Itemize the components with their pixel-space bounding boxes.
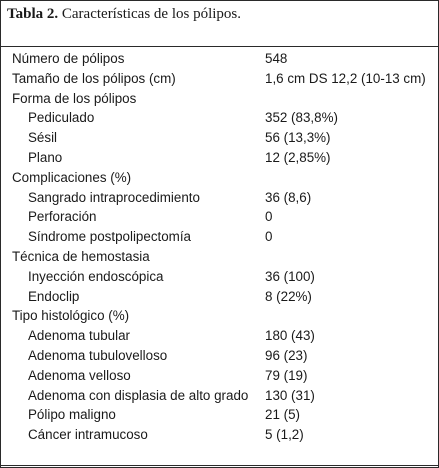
- row-label: Adenoma con displasia de alto grado: [28, 387, 249, 403]
- row-label: Número de pólipos: [12, 51, 125, 66]
- row-value: 0: [265, 229, 273, 245]
- row-value: 1,6 cm DS 12,2 (10-13 cm): [265, 70, 426, 86]
- row-label: Inyección endoscópica: [28, 268, 164, 284]
- table-row: [1, 387, 438, 407]
- row-value: 0: [265, 209, 273, 225]
- table-body: [1, 50, 438, 446]
- section-heading: Forma de los pólipos: [12, 90, 137, 106]
- row-label: Perforación: [28, 209, 97, 225]
- section-heading-row: [1, 90, 438, 110]
- row-label: Pólipo maligno: [28, 407, 116, 423]
- table-row: [1, 228, 438, 248]
- table-row: [1, 426, 438, 446]
- table-row: [1, 288, 438, 308]
- table-row: [1, 189, 438, 209]
- row-value: 21 (5): [265, 407, 300, 423]
- table-row: [1, 367, 438, 387]
- section-heading: Complicaciones (%): [12, 169, 132, 185]
- section-heading: Técnica de hemostasia: [12, 248, 150, 264]
- section-heading: Tipo histológico (%): [12, 308, 130, 324]
- table-row: [1, 70, 438, 90]
- table-row: [1, 327, 438, 347]
- row-value: 352 (83,8%): [265, 110, 338, 126]
- row-value: 56 (13,3%): [265, 130, 331, 146]
- row-value: 96 (23): [265, 347, 308, 363]
- section-heading-row: [1, 307, 438, 327]
- table-row: [1, 109, 438, 129]
- table-row: [1, 268, 438, 288]
- table-row: [1, 406, 438, 426]
- table-title: [7, 6, 241, 23]
- row-value: 130 (31): [265, 387, 315, 403]
- row-label: Endoclip: [28, 288, 80, 304]
- row-label: Plano: [28, 149, 63, 165]
- row-label: Síndrome postpolipectomía: [28, 229, 192, 245]
- row-value: 548: [265, 51, 288, 66]
- row-label: Adenoma tubulovelloso: [28, 347, 168, 363]
- table-row: [1, 347, 438, 367]
- section-heading-row: [1, 169, 438, 189]
- row-value: 12 (2,85%): [265, 149, 331, 165]
- row-label: Sésil: [28, 130, 58, 146]
- table-row: [1, 50, 438, 70]
- row-value: 36 (8,6): [265, 189, 312, 205]
- row-value: 5 (1,2): [265, 427, 304, 443]
- footer-divider: [1, 465, 438, 466]
- row-value: 36 (100): [265, 268, 315, 284]
- row-value: 8 (22%): [265, 288, 312, 304]
- row-value: 79 (19): [265, 367, 308, 383]
- section-heading-row: [1, 248, 438, 268]
- row-label: Tamaño de los pólipos (cm): [12, 70, 176, 86]
- row-label: Adenoma velloso: [28, 367, 131, 383]
- row-value: 180 (43): [265, 328, 315, 344]
- row-label: Cáncer intramucoso: [28, 427, 148, 443]
- row-label: Pediculado: [28, 110, 95, 126]
- row-label: Sangrado intraprocedimiento: [28, 189, 200, 205]
- table-row: [1, 129, 438, 149]
- header-divider: [1, 46, 438, 47]
- table-row: [1, 149, 438, 169]
- table-row: [1, 208, 438, 228]
- table-title-number: Tabla 2.: [7, 6, 59, 22]
- row-label: Adenoma tubular: [28, 328, 130, 344]
- table-title-text: Características de los pólipos.: [58, 6, 242, 22]
